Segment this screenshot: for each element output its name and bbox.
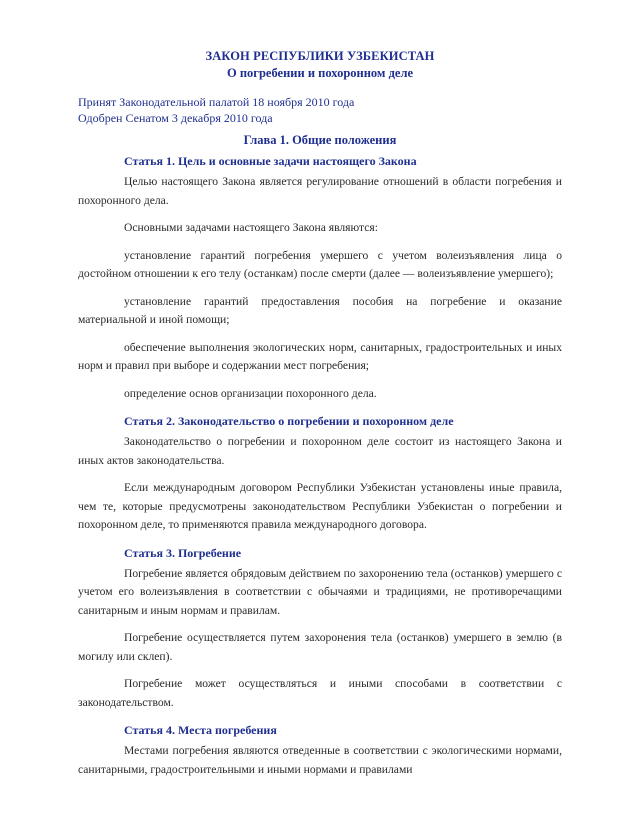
article-heading-1: Статья 1. Цель и основные задачи настоящего Закона <box>124 154 417 168</box>
article-4-paragraph: Местами погребения являются отведенные в соответствии с экологическими нормами, санитарными, градостроительными и иными нормами и правилами <box>78 744 562 776</box>
adoption-senate-line: Одобрен Сенатом 3 декабря 2010 года <box>78 111 273 125</box>
article-1-paragraph: обеспечение выполнения экологических норм, санитарных, градостроительных и иных норм и правил при выборе и содержании мест погребения; <box>78 340 562 372</box>
article-3-paragraph: Погребение может осуществляться и иными способами в соответствии с законодательством. <box>78 677 562 709</box>
article-3-paragraph: Погребение осуществляется путем захоронения тела (останков) умершего в землю (в могилу или склеп). <box>78 631 562 663</box>
article-1-paragraph: определение основ организации похоронного дела. <box>124 386 377 400</box>
article-heading-3: Статья 3. Погребение <box>124 545 242 560</box>
article-1-paragraph: установление гарантий предоставления пособия на погребение и оказание материальной и иной помощи; <box>78 294 562 326</box>
article-2-paragraph: Если международным договором Республики Узбекистан установлены иные правила, чем те, которые предусмотрены законодательством Республики Узбекистан о погребении и похоронном деле, то применяются правила международного договора. <box>78 481 562 531</box>
article-heading-4: Статья 4. Места погребения <box>124 723 277 737</box>
adoption-chamber-line: Принят Законодательной палатой 18 ноября 2010 года <box>78 95 355 109</box>
article-3-paragraph: Погребение является обрядовым действием по захоронению тела (останков) умершего с учетом его волеизъявления в соответствии с обычаями и традициями, не противоречащими санитарным и иным нормам и правилам. <box>78 566 562 617</box>
article-1-paragraph: Целью настоящего Закона является регулирование отношений в области погребения и похоронного дела. <box>78 175 562 207</box>
article-heading-2: Статья 2. Законодательство о погребении и похоронном деле <box>124 414 454 428</box>
article-1-paragraph: Основными задачами настоящего Закона являются: <box>124 221 378 234</box>
document-subtitle: О погребении и похоронном деле <box>226 66 414 80</box>
chapter-heading: Глава 1. Общие положения <box>243 133 397 147</box>
article-2-paragraph: Законодательство о погребении и похоронном деле состоит из настоящего Закона и иных актов законодательства. <box>78 435 562 467</box>
document-title: ЗАКОН РЕСПУБЛИКИ УЗБЕКИСТАН <box>205 49 435 63</box>
article-1-paragraph: установление гарантий погребения умершего с учетом волеизъявления лица о достойном отношении к его телу (останкам) после смерти (далее — волеизъявление умершего); <box>78 248 562 280</box>
